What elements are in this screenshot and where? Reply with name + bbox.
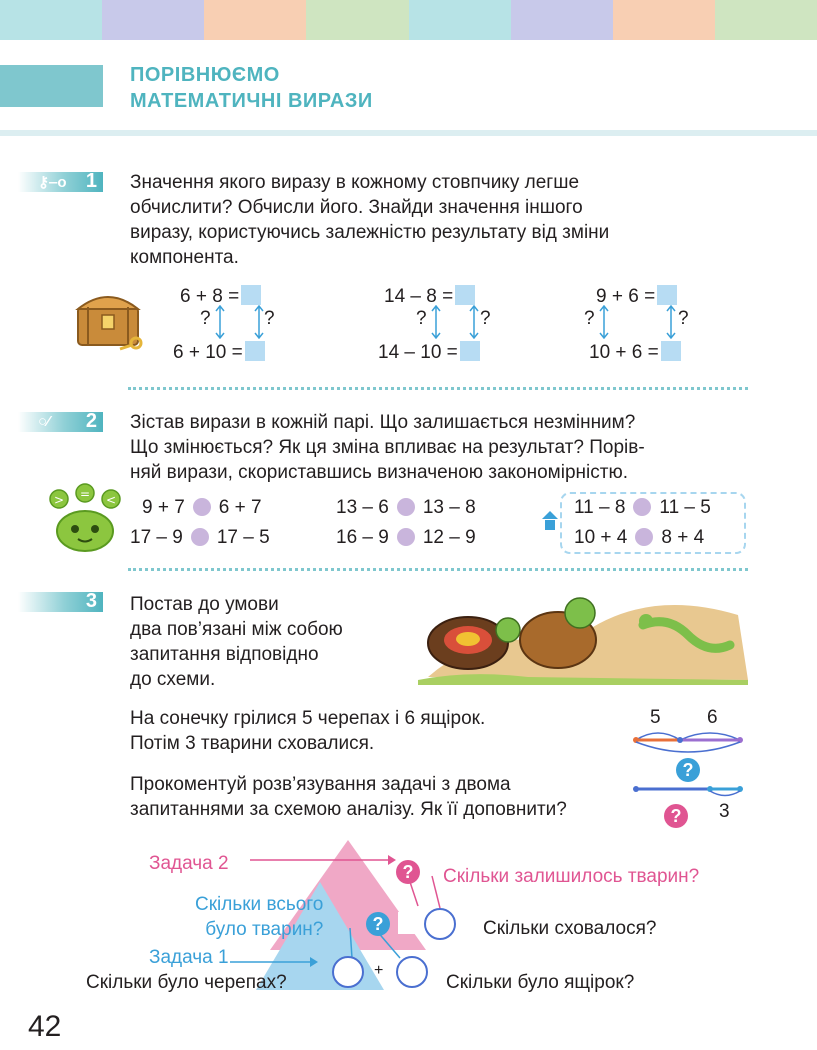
question-mark: ? <box>264 308 275 329</box>
question-mark: ? <box>200 308 211 329</box>
expression-pair <box>142 497 262 519</box>
turtles-label: Скільки було черепах? <box>86 972 287 993</box>
expression-left: 17 – 9 <box>130 527 183 548</box>
expression-right: 12 – 9 <box>422 527 476 548</box>
dotted-divider <box>128 387 748 390</box>
hidden-animals-label: Скільки сховалося? <box>483 918 657 939</box>
answer-box[interactable] <box>661 341 681 361</box>
question-mark: ? <box>678 308 689 329</box>
expression-text: 6 + 10 = <box>173 342 243 363</box>
page-title <box>130 62 373 114</box>
exercise-1-text <box>130 170 750 270</box>
exercise-2-text <box>130 410 750 485</box>
double-arrow-icon <box>469 305 479 339</box>
strip-segment <box>613 0 715 40</box>
text-line: Що змінюється? Як ця зміна впливає на результат? Порів- <box>130 437 645 458</box>
question-mark: ? <box>584 308 595 329</box>
question-mark: ? <box>480 308 491 329</box>
expression-pair <box>336 527 476 549</box>
task-2-label: Задача 2 <box>149 853 229 874</box>
title-divider <box>0 130 817 136</box>
expression-right: 8 + 4 <box>661 527 705 548</box>
expression-pair <box>574 527 704 549</box>
expression-left: 11 – 8 <box>574 497 626 518</box>
plus-sign: + <box>374 962 384 979</box>
text-line: запитання відповідно <box>130 644 319 665</box>
svg-text:<: < <box>105 493 117 507</box>
expression-pair <box>574 497 711 519</box>
strip-segment <box>102 0 204 40</box>
answer-box[interactable] <box>657 285 677 305</box>
expression-right: 11 – 5 <box>659 497 711 518</box>
compare-circle[interactable] <box>635 528 653 546</box>
text-line: Прокоментуй розв’язування задачі з двома <box>130 774 511 795</box>
expression-text: 9 + 6 = <box>596 286 656 307</box>
top-color-strip <box>0 0 817 40</box>
double-arrow-icon <box>215 305 225 339</box>
expression <box>378 341 480 364</box>
question-icon: ? <box>664 804 688 828</box>
expression <box>589 341 681 364</box>
compare-circle[interactable] <box>397 528 415 546</box>
exercise-number: 3 <box>85 590 97 612</box>
text-line: виразу, користуючись залежністю результату від зміни <box>130 222 610 243</box>
svg-text:=: = <box>79 487 91 501</box>
answer-box[interactable] <box>245 341 265 361</box>
strip-segment <box>409 0 511 40</box>
text-line: два пов’язані між собою <box>130 619 343 640</box>
expression-left: 9 + 7 <box>142 497 185 518</box>
dotted-divider <box>128 568 748 571</box>
title-line: МАТЕМАТИЧНІ ВИРАЗИ <box>130 90 373 112</box>
expression-text: 10 + 6 = <box>589 342 659 363</box>
expression-left: 10 + 4 <box>574 527 628 548</box>
problem-text <box>130 706 600 756</box>
expression-left: 13 – 6 <box>336 497 389 518</box>
text-line: до схеми. <box>130 669 216 690</box>
svg-text:>: > <box>53 493 65 507</box>
strip-segment <box>715 0 817 40</box>
double-arrow-icon <box>254 305 264 339</box>
exercise-1-tab <box>18 172 103 192</box>
answer-box[interactable] <box>455 285 475 305</box>
strip-segment <box>204 0 306 40</box>
green-monster-image <box>45 483 125 553</box>
text-line: няй вирази, скориставшись визначеною закономірністю. <box>130 462 628 483</box>
question-icon: ? <box>676 758 700 782</box>
expression-right: 13 – 8 <box>422 497 476 518</box>
title-accent-bar <box>0 65 103 107</box>
diagram-label-3: 3 <box>719 801 730 822</box>
total-animals-label <box>195 892 323 942</box>
text-line: На сонечку грілися 5 черепах і 6 ящірок. <box>130 708 486 729</box>
page-number: 42 <box>28 1010 62 1043</box>
text-line: компонента. <box>130 247 239 268</box>
text-line: Постав до умови <box>130 594 279 615</box>
diagram-label-5: 5 <box>650 707 661 728</box>
expression-right: 17 – 5 <box>216 527 270 548</box>
expression-text: 14 – 8 = <box>384 286 454 307</box>
question-icon: ? <box>366 912 390 936</box>
house-icon <box>540 509 560 531</box>
compare-circle[interactable] <box>193 498 211 516</box>
key-icon: ⚷‒o <box>38 174 67 191</box>
lizards-label: Скільки було ящірок? <box>446 972 635 993</box>
exercise-number: 1 <box>85 170 97 192</box>
comment-text <box>130 772 620 822</box>
text-line: Значення якого виразу в кожному стовпчику легше <box>130 172 580 193</box>
title-line: ПОРІВНЮЄМО <box>130 64 280 86</box>
text-line: Потім 3 тварини сховалися. <box>130 733 375 754</box>
strip-segment <box>511 0 613 40</box>
task-1-label: Задача 1 <box>149 947 229 968</box>
text-line: обчислити? Обчисли його. Знайди значення іншого <box>130 197 583 218</box>
expression <box>384 285 475 308</box>
text-line: Скільки всього <box>195 894 324 915</box>
answer-box[interactable] <box>460 341 480 361</box>
exercise-3-text <box>130 592 400 692</box>
strip-segment <box>306 0 408 40</box>
how-many-left-label: Скільки залишилось тварин? <box>443 866 700 887</box>
expression-pair <box>336 497 476 519</box>
double-arrow-icon <box>431 305 441 339</box>
double-arrow-icon <box>666 305 676 339</box>
compare-circle[interactable] <box>191 528 209 546</box>
exercise-2-tab <box>18 412 103 432</box>
exercise-number: 2 <box>85 410 97 432</box>
magnifier-icon: ○⁄ <box>38 413 50 430</box>
question-mark: ? <box>416 308 427 329</box>
diagram-label-6: 6 <box>707 707 718 728</box>
expression <box>173 341 265 364</box>
text-line: було тварин? <box>205 919 324 940</box>
turtles-lizard-illustration <box>408 585 753 685</box>
treasure-chest-image <box>72 285 152 355</box>
expression-text: 14 – 10 = <box>378 342 458 363</box>
answer-box[interactable] <box>241 285 261 305</box>
question-icon: ? <box>396 860 420 884</box>
compare-circle[interactable] <box>397 498 415 516</box>
expression-text: 6 + 8 = <box>180 286 240 307</box>
exercise-3-tab <box>18 592 103 612</box>
double-arrow-icon <box>599 305 609 339</box>
expression-pair <box>130 527 270 549</box>
text-line: Зістав вирази в кожній парі. Що залишається незмінним? <box>130 412 636 433</box>
compare-circle[interactable] <box>633 498 651 516</box>
text-line: запитаннями за схемою аналізу. Як її доповнити? <box>130 799 567 820</box>
expression-left: 16 – 9 <box>336 527 389 548</box>
expression-right: 6 + 7 <box>218 497 262 518</box>
strip-segment <box>0 0 102 40</box>
